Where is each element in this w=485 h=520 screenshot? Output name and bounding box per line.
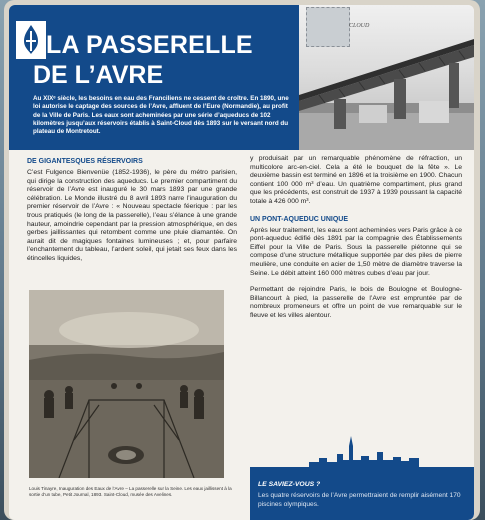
postage-stamp bbox=[306, 7, 350, 47]
did-you-know-text: Les quatre réservoirs de l’Avre permettraient de remplir aisément 170 piscines olympiques. bbox=[258, 492, 461, 508]
did-you-know-box bbox=[250, 467, 474, 520]
right-column bbox=[250, 155, 462, 321]
historic-bridge-photo bbox=[299, 5, 474, 150]
section-heading-pont-aqueduc: UN PONT-AQUEDUC UNIQUE bbox=[250, 215, 349, 223]
intro-text: Au XIXᵉ siècle, les besoins en eau des Franciliens ne cessent de croître. En 1890, une loi autorise le captage des sources de l’Avre, affluent de l’Eure (Normandie), au profit de la Ville de Paris. Les eaux sont acheminées par une série d’aqueducs de 102 kilomètres jusqu’aux réservoirs établis à Saint-Cloud dès 1893 sur le versant nord du plateau de Montretout. bbox=[33, 95, 289, 136]
paragraph-refraction: y produisait par un remarquable phénomène de réfraction, un multicolore arc-en-ciel. Cela a été le bouquet de la fête ». Le deuxième bassin est terminé en 1896 et la troisième en 1900. Chacun contient 100 000 m³ d’eau. Un quatrième compartiment, plus grand que les précédents, est construit de 1937 à 1939 poussant la capacité totale à 426 000 m³. bbox=[250, 155, 462, 205]
engraving-illustration bbox=[29, 290, 224, 478]
postmark-text: CLOUD bbox=[349, 23, 370, 29]
did-you-know-title: LE SAVIEZ-VOUS ? bbox=[258, 481, 321, 488]
header-block bbox=[9, 5, 299, 150]
engraving-caption: Louis Tinayre, Inauguration des Eaux de l’Avre – La passerelle sur la Seine. Les eaux jaillissent à la sortie d’un tube, Petit Journal, 1893. Saint-Cloud, musée des Avelines. bbox=[29, 486, 232, 497]
paragraph-promenade: Permettant de rejoindre Paris, le bois de Boulogne et Boulogne-Billancourt à pied, la passerelle de l’Avre est empruntée par de nombreux promeneurs et offre un point de vue remarquable sur le fleuve et les villes alentour. bbox=[250, 286, 462, 319]
inauguration-engraving bbox=[29, 290, 224, 478]
paragraph-reservoirs: C’est Fulgence Bienvenüe (1852-1936), le père du métro parisien, qui dirige la construction des aqueducs. Le premier compartiment du réservoir de l’Avre est inauguré le 30 mars 1893 par une grande célébration. Le Monde illustré du 8 avril 1893 narre l’inauguration du premier réservoir de l’Avre : « Nouveau spectacle féerique : par les trous pratiqués (le long de la passerelle), l’eau s’élance à une grande hauteur, amoindrie cependant par la pression atmosphérique, en des gerbes jaillissantes qui retombent comme une pluie diamantée. On aurait dit de magiques fontaines lumineuses ; et, pour parfaire l’enchantement du tableau, l’ardent soleil, qui jetait ses feux dans les étincelles liquides, bbox=[27, 169, 237, 262]
left-column bbox=[27, 157, 237, 264]
information-panel bbox=[9, 5, 474, 520]
section-heading-reservoirs: DE GIGANTESQUES RÉSERVOIRS bbox=[27, 158, 143, 165]
page-title-line1: LA PASSERELLE bbox=[46, 31, 253, 59]
page-title-line2: DE L’AVRE bbox=[33, 61, 164, 89]
saint-cloud-logo-icon bbox=[16, 21, 46, 59]
paragraph-pont-aqueduc: Après leur traitement, les eaux sont acheminées vers Paris grâce à ce pont-aqueduc édifié dès 1891 par la compagnie des Établissements Eiffel pour la Ville de Paris. Sous la passerelle piétonne qui se compose d’une structure métallique supportée par des piles de pierre meulière, une conduite en acier de 1,50 mètre de diamètre traverse la Seine. Le débit atteint 160 000 mètres cubes d’eau par jour. bbox=[250, 226, 462, 277]
town-skyline-icon bbox=[309, 432, 419, 468]
